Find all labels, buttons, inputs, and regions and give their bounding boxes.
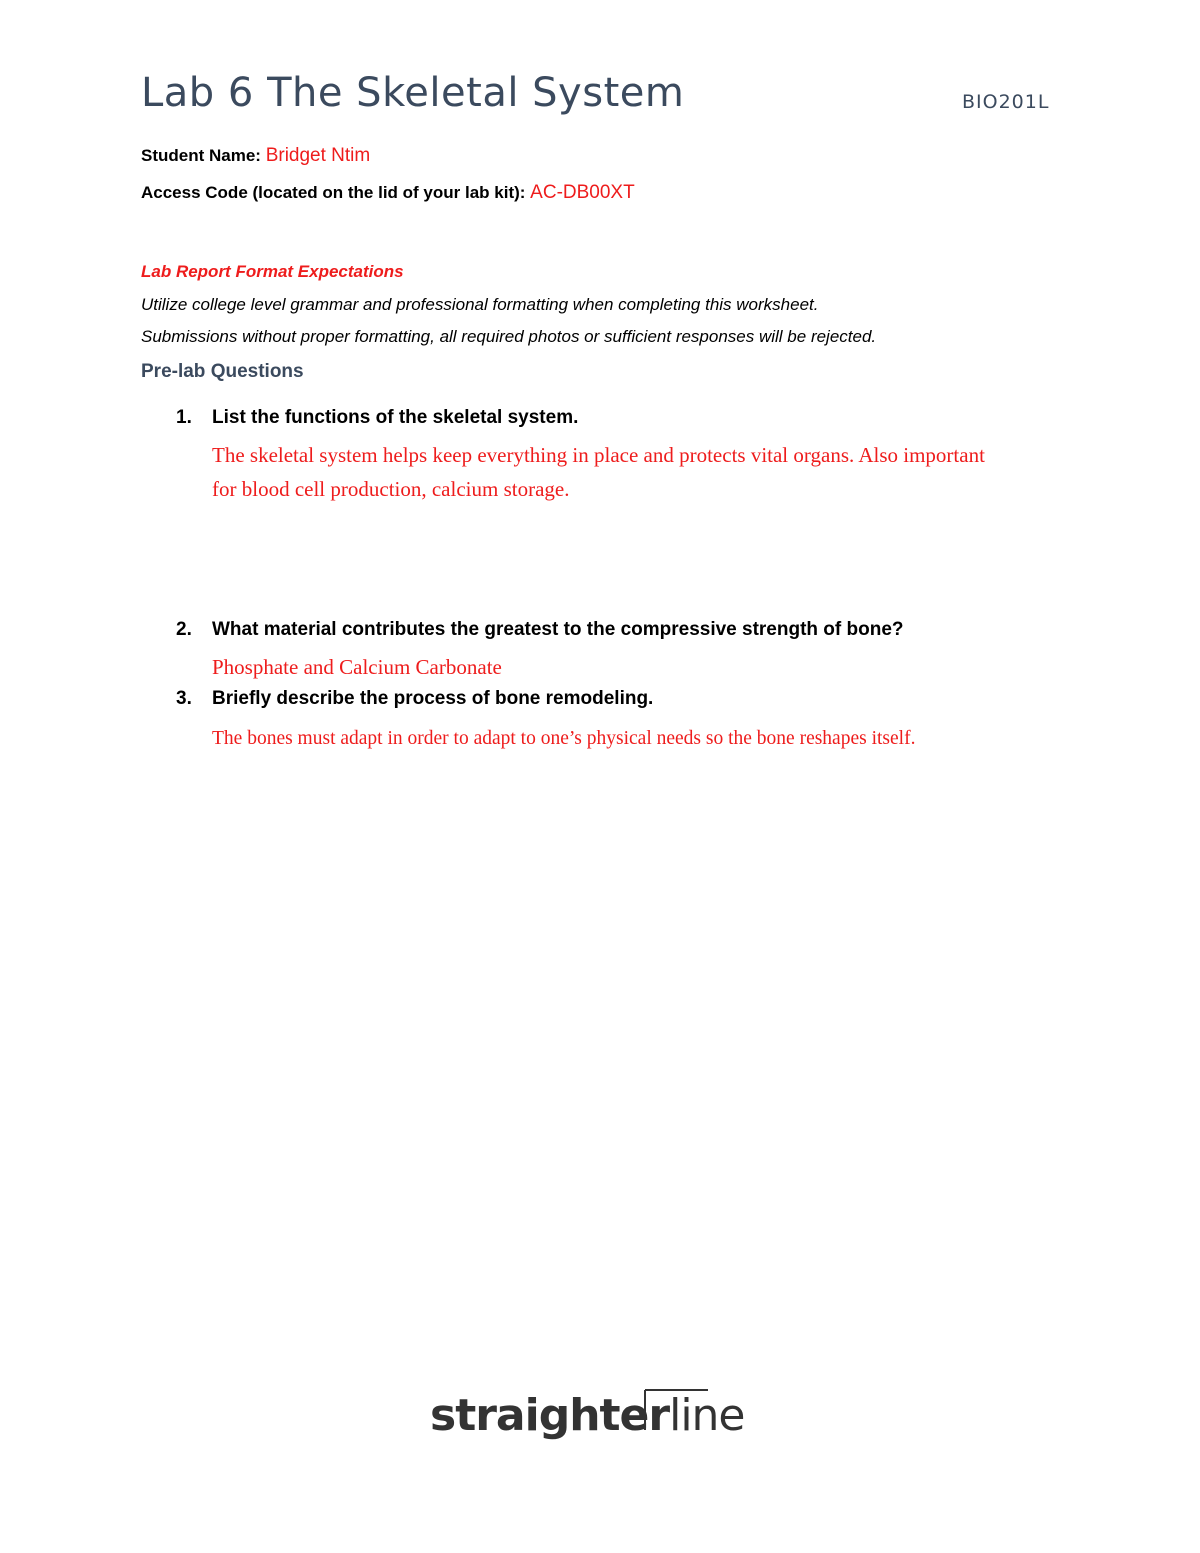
access-code-row bbox=[141, 182, 635, 204]
student-name-value: Bridget Ntim bbox=[265, 145, 371, 166]
logo-text-bold: straighter bbox=[430, 1390, 670, 1441]
answer-text: Phosphate and Calcium Carbonate bbox=[212, 655, 502, 679]
access-code-value: AC-DB00XT bbox=[530, 182, 635, 203]
format-expectations-heading: Lab Report Format Expectations bbox=[141, 262, 404, 281]
question-text: List the functions of the skeletal system. bbox=[212, 407, 579, 428]
question-text: Briefly describe the process of bone remodeling. bbox=[212, 688, 654, 709]
straighterline-logo bbox=[430, 1388, 770, 1458]
format-expectations-line: Submissions without proper formatting, all required photos or sufficient responses will be rejected. bbox=[141, 327, 877, 346]
student-name-label: Student Name: bbox=[141, 146, 266, 165]
course-code: BIO201L bbox=[962, 91, 1050, 113]
question-text: What material contributes the greatest to the compressive strength of bone? bbox=[212, 619, 904, 640]
svg-text:straighterline bbox=[430, 1390, 745, 1441]
answer-text: The skeletal system helps keep everything in place and protects vital organs. Also important for blood cell production, calcium storage. bbox=[212, 443, 985, 501]
answer-text: The bones must adapt in order to adapt to one’s physical needs so the bone reshapes itself. bbox=[212, 728, 916, 749]
student-name-row bbox=[141, 145, 370, 167]
access-code-label: Access Code (located on the lid of your lab kit): bbox=[141, 183, 531, 202]
question-number: 1. bbox=[176, 407, 192, 428]
logo-text-light: line bbox=[669, 1390, 745, 1441]
prelab-heading: Pre-lab Questions bbox=[141, 361, 304, 382]
question-number: 3. bbox=[176, 688, 192, 709]
format-expectations-line: Utilize college level grammar and professional formatting when completing this worksheet. bbox=[141, 295, 819, 314]
document-title: Lab 6 The Skeletal System bbox=[141, 70, 685, 116]
question-number: 2. bbox=[176, 619, 192, 640]
